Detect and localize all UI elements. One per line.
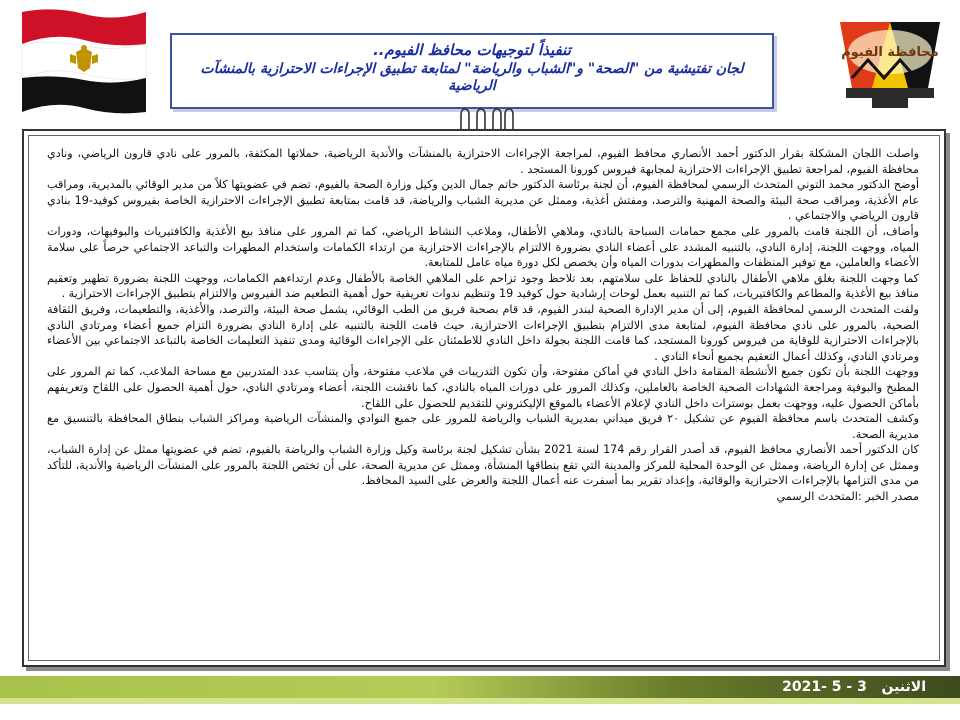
logo-text: محافظة الفيوم xyxy=(841,45,939,60)
article-paragraph: ولفت المتحدث الرسمي لمحافظة الفيوم، إلى أن مدير الإدارة الصحية لبندر الفيوم، قد قام بصحبة فريق من الطب الوقائي، يشمل صحة البيئة، والترصد، والأغذية، والتطعيمات، وفريق الثقافة الصحية، بالمرور على نادي محافظة الفيوم، لمتابعة مدى الالتزام بتطبيق الإجراءات الاحترازية، حيث قامت اللجنة بالتنبيه على إدارة النادي بضرورة التزام جميع أعضاء ومرتادي النادي بالإجراءات الاحترازية للوقاية من فيروس كورونا المستجد، كما قامت اللجنة بجولة داخل النادي للاطمئنان على الإجراءات الوقائية ومدى تنفيذ التعليمات الخاصة بالتباعد الاجتماعي بين الأعضاء ومرتادي النادي، وكذلك أعمال التعقيم بجميع أنحاء النادي . xyxy=(47,302,919,363)
article-paragraph: أوضح الدكتور محمد التوني المتحدث الرسمي لمحافظة الفيوم، أن لجنة برئاسة الدكتور حاتم جمال الدين وكيل وزارة الصحة بالفيوم، تضم في عضويتها كلاً من مدير الوقائي بالمديرية، ومراقب عام الأغذية، ومراقب صحة البيئة والصحة المهنية والترصد، ومفتش أغذية، وممثل عن مديرية الشباب والرياضة، قد قامت بمتابعة تطبيق الإجراءات الاحترازية الخاصة بفيروس كوفيد-19 بنادي قارون الرياضي والاجتماعي . xyxy=(47,178,919,223)
article-paragraph: واصلت اللجان المشكلة بقرار الدكتور أحمد الأنصاري محافظ الفيوم، لمراجعة الإجراءات الاحترازية بالمنشآت والأندية الرياضية، حملاتها المكثفة، بالمرور على نادي قارون الرياضي، ونادي محافظة الفيوم، لمراجعة تطبيق الإجراءات الاحترازية لمجابهة فيروس كورونا المستجد . xyxy=(47,147,919,176)
article-paragraph: وكشف المتحدث باسم محافظة الفيوم عن تشكيل ٢٠ فريق ميداني بمديرية الشباب والرياضة للمرور على جميع النوادي والمنشآت الرياضية ومراكز الشباب بنطاق المحافظة بالتنسيق مع مديرية الصحة. xyxy=(47,412,920,441)
headline-kicker: تنفيذاً لتوجيهات محافظ الفيوم.. xyxy=(373,41,571,59)
governorate-logo xyxy=(832,8,948,112)
date-value: 3 - 5 -2021 xyxy=(782,679,867,695)
date-label xyxy=(782,679,926,695)
article-paragraph: وأضاف، أن اللجنة قامت بالمرور على مجمع حمامات السباحة بالنادي، وملاهي الأطفال، وملاعب النشاط الرياضي، كما تم المرور على منافذ بيع الأغذية والكافتيريات والبوفيهات، ودورات المياه، ووجهت اللجنة، إدارة النادي، بالتنبيه المشدد على أعضاء النادي بضرورة الالتزام بالإجراءات الاحترازية من ارتداء الكمامات واستخدام المطهرات والتباعد الاجتماعي حرصاً على سلامة الأعضاء والعاملين، مع توفير المنظفات والمطهرات بدورات المياه وأن يخصص لكل دورة مياه عامل للمتابعة. xyxy=(47,224,919,270)
headline-title: لجان تفتيشية من "الصحة" و"الشباب والرياضة" لمتابعة تطبيق الإجراءات الاحترازية بالمنشآت الرياضية xyxy=(200,61,744,94)
egypt-flag xyxy=(14,6,154,118)
headline-box xyxy=(170,33,774,109)
article-paragraph: كان الدكتور أحمد الأنصاري محافظ الفيوم، قد أصدر القرار رقم 174 لسنة 2021 بشأن تشكيل لجنة برئاسة وكيل وزارة الشباب والرياضة بالفيوم، تضم في عضويتها ممثل عن إدارة الشباب، وممثل عن إدارة الرياضة، وممثل عن الوحدة المحلية للمركز والمدينة التي تقع بنطاقها المنشأة، وممثل عن مديرية الصحة، على أن تختص اللجنة بالمرور على المنشآت الرياضية والأندية، للتأكد من مدى التزامها بالإجراءات الاحترازية والوقائية، وإعداد تقرير بما أسفرت عنه أعمال اللجنة والعرض على السيد المحافظ. xyxy=(47,443,919,488)
article-paragraph: ووجهت اللجنة بأن تكون جميع الأنشطة المقامة داخل النادي في أماكن مفتوحة، وأن تكون التدريبات في ملاعب مفتوحة، وأن يتناسب عدد المتدربين مع مساحة الملاعب، كما تم المرور على المطبخ والبوفية ومراجعة الشهادات الصحية الخاصة بالعاملين، وكذلك المرور على دورات المياه بالنادي، كما ناقشت اللجنة، أعضاء ومرتادي النادي، حول أهمية الحصول على اللقاح وتعريفهم بأماكن الحصول عليه، ووجهت بعمل بوسترات داخل النادي لإعلام الأعضاء بالموقع الإليكتروني للتقديم للحصول على اللقاح. xyxy=(47,365,919,410)
article-body xyxy=(29,136,939,509)
article-frame xyxy=(22,129,946,667)
article-paragraph: كما وجهت اللجنة بغلق ملاهي الأطفال بالنادي للحفاظ على سلامتهم، بعد تلاحظ وجود تزاحم على الملاهي الخاصة بالأطفال وعدم ارتداءهم الكمامات، ووجهت اللجنة بضرورة تطهير وتعقيم منافذ بيع الأغذية والمطاعم والكافتيريات، كما تم التنبيه بعمل لوحات إرشادية حول كوفيد 19 وتنظيم ندوات تعريفية حول أهمية التطعيم ضد الفيروس والالتزام بتطبيق الإجراءات الاحترازية . xyxy=(47,271,919,301)
spiral-binding-icon xyxy=(455,107,515,131)
day-name: الاثنين xyxy=(881,679,926,695)
article-source: مصدر الخبر :المتحدث الرسمي xyxy=(776,490,919,504)
